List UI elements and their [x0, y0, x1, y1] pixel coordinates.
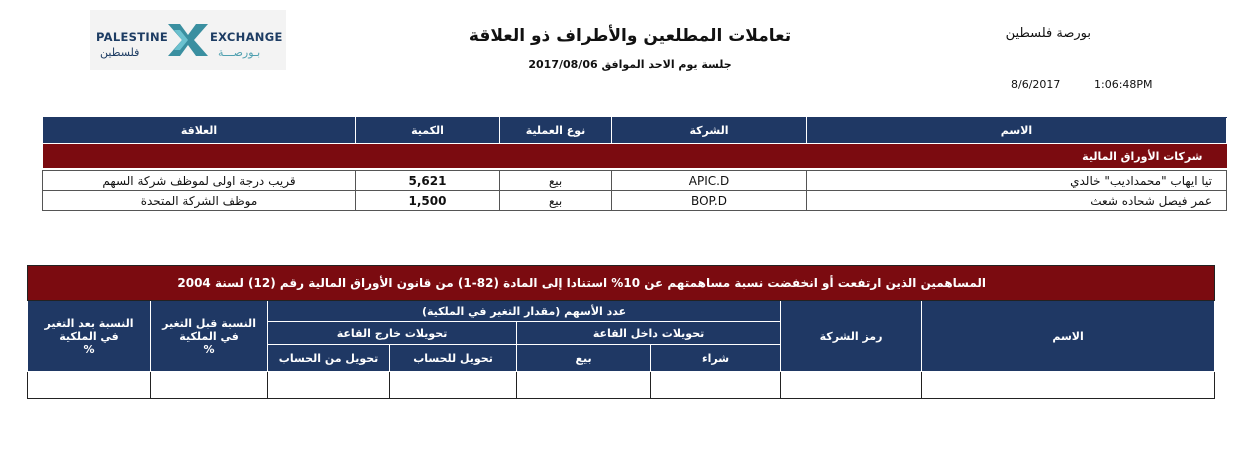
- before-label-2: في الملكية: [179, 329, 239, 343]
- insider-name: عمر فيصل شحاده شعث: [807, 191, 1227, 211]
- col-before-header: [151, 301, 268, 372]
- after-label-1: النسبة بعد التغير: [44, 316, 134, 330]
- col-from-account-header: تحويل من الحساب: [268, 345, 390, 372]
- print-date: 8/6/2017: [1011, 78, 1061, 91]
- before-label-1: النسبة قبل التغير: [162, 316, 256, 330]
- section-title: شركات الأوراق المالية: [43, 144, 1227, 169]
- col-outside-header: تحويلات خارج القاعة: [268, 322, 517, 345]
- col-relation-header: العلاقة: [43, 118, 356, 144]
- palestine-exchange-logo: [90, 10, 286, 70]
- relation: قريب درجة اولى لموظف شركة السهم: [43, 171, 356, 191]
- relation: موظف الشركة المتحدة: [43, 191, 356, 211]
- holders-table-title: المساهمين الذين ارتفعت أو انخفضت نسبة مساهمتهم عن 10% استنادا إلى المادة (82-1) من قانون الأوراق المالية رقم (12) لسنة 2004: [28, 266, 1215, 301]
- logo-text-left: PALESTINE: [96, 30, 169, 44]
- col-company-header: الشركة: [612, 118, 807, 144]
- after-label-2: في الملكية: [59, 329, 119, 343]
- table-row: [43, 191, 1227, 211]
- col-operation-header: نوع العملية: [500, 118, 612, 144]
- report-title: تعاملات المطلعين والأطراف ذو العلاقة: [468, 26, 792, 46]
- col-sell-header: بيع: [517, 345, 651, 372]
- col-quantity-header: الكمية: [356, 118, 500, 144]
- quantity: 1,500: [356, 191, 500, 211]
- logo-text-right: EXCHANGE: [210, 30, 283, 44]
- operation-type: بيع: [500, 191, 612, 211]
- col-buy-header: شراء: [651, 345, 781, 372]
- col-to-account-header: تحويل للحساب: [390, 345, 517, 372]
- logo-arabic-right: بـورصـــة: [218, 46, 261, 59]
- col-after-header: [28, 301, 151, 372]
- company-symbol: BOP.D: [612, 191, 807, 211]
- print-time: 1:06:48PM: [1094, 78, 1153, 91]
- after-percent: %: [83, 342, 95, 356]
- quantity: 5,621: [356, 171, 500, 191]
- operation-type: بيع: [500, 171, 612, 191]
- col-symbol-header: رمز الشركة: [781, 301, 922, 372]
- col-holder-name-header: الاسم: [922, 301, 1215, 372]
- insiders-table: [42, 117, 1227, 211]
- logo-arabic-left: فلسطين: [100, 46, 140, 59]
- col-shares-header: عدد الأسهم (مقدار التغير في الملكية): [268, 301, 781, 322]
- table-row: [43, 171, 1227, 191]
- exchange-x-icon: [168, 22, 208, 58]
- before-percent: %: [203, 342, 215, 356]
- insider-name: تيا ايهاب "محمداديب" خالدي: [807, 171, 1227, 191]
- table-row: [28, 372, 1215, 399]
- session-date: جلسة يوم الاحد الموافق 2017/08/06: [528, 58, 732, 71]
- major-holders-table: [27, 265, 1215, 399]
- col-name-header: الاسم: [807, 118, 1227, 144]
- company-symbol: APIC.D: [612, 171, 807, 191]
- exchange-name: بورصة فلسطين: [1005, 26, 1091, 41]
- col-inside-header: تحويلات داخل القاعة: [517, 322, 781, 345]
